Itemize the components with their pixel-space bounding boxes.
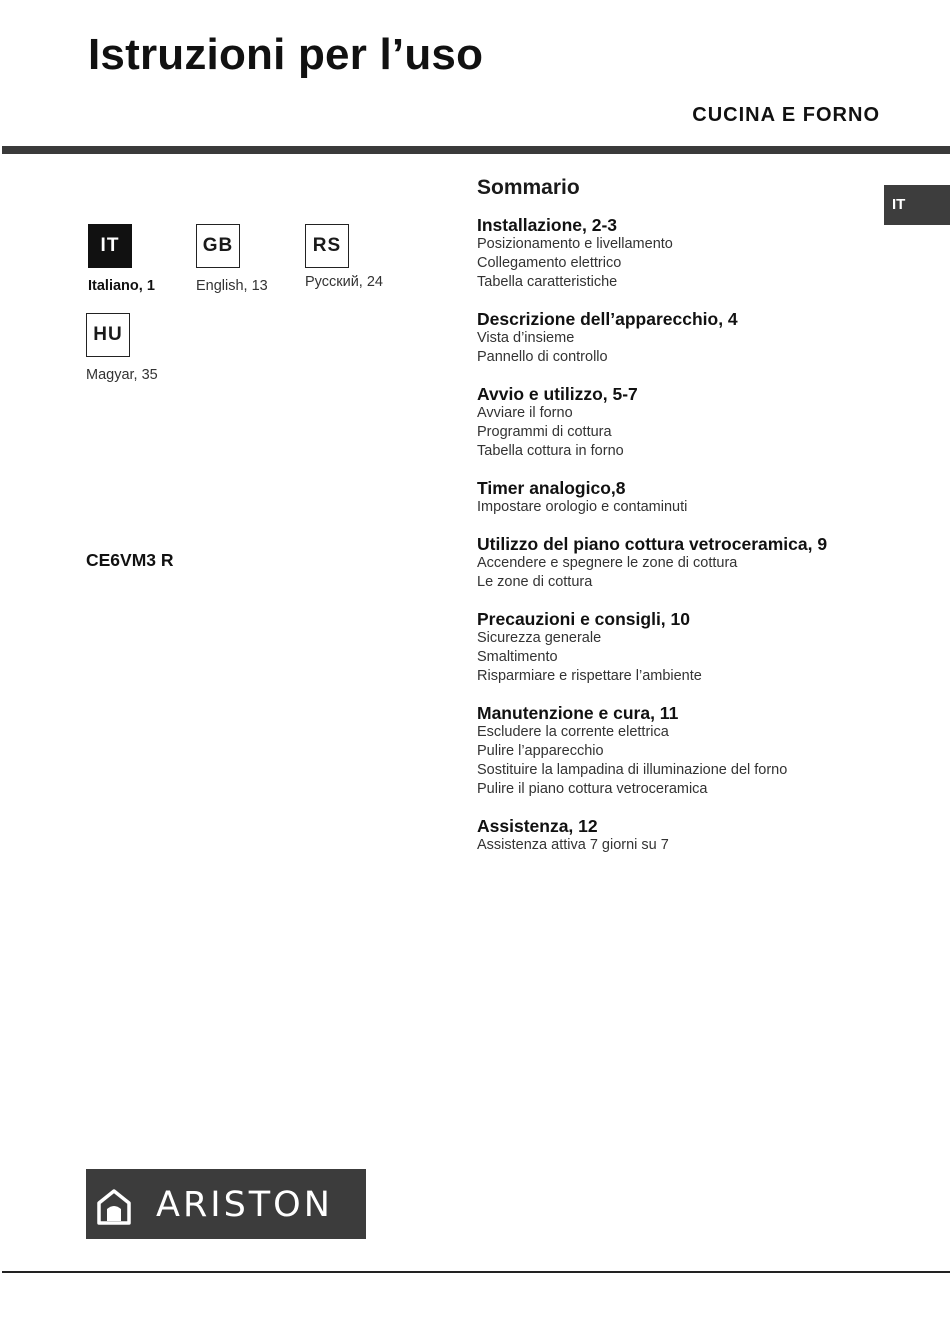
language-code-box: IT [88, 224, 132, 268]
toc-item[interactable]: Avviare il forno [477, 405, 573, 421]
logo-wordmark: ARISTON [156, 1185, 333, 1225]
toc-section-heading[interactable]: Assistenza, 12 [477, 816, 598, 836]
toc-item[interactable]: Accendere e spegnere le zone di cottura [477, 555, 738, 571]
language-caption: Italiano, 1 [88, 278, 155, 294]
toc-section [477, 479, 857, 517]
house-icon [96, 1188, 132, 1226]
toc-section [477, 310, 857, 367]
toc-section-heading[interactable]: Timer analogico,8 [477, 478, 626, 498]
language-item-hu[interactable] [86, 313, 216, 383]
toc-item[interactable]: Pannello di controllo [477, 349, 608, 365]
toc-item[interactable]: Le zone di cottura [477, 574, 593, 590]
language-code-box: RS [305, 224, 349, 268]
toc-item[interactable]: Sicurezza generale [477, 630, 602, 646]
toc-item[interactable]: Escludere la corrente elettrica [477, 724, 669, 740]
toc-section [477, 216, 857, 292]
toc-item[interactable]: Collegamento elettrico [477, 255, 622, 271]
language-caption: Magyar, 35 [86, 367, 158, 383]
page-title: Istruzioni per l’uso [88, 30, 484, 79]
language-code-box: HU [86, 313, 130, 357]
toc-item[interactable]: Posizionamento e livellamento [477, 236, 673, 252]
toc-title: Sommario [477, 176, 580, 199]
toc-section-heading[interactable]: Precauzioni e consigli, 10 [477, 609, 690, 629]
toc-item[interactable]: Pulire l’apparecchio [477, 743, 604, 759]
toc-item[interactable]: Tabella cottura in forno [477, 443, 624, 459]
table-of-contents [477, 216, 857, 873]
toc-section [477, 610, 857, 686]
footer-divider [2, 1271, 950, 1273]
toc-section-heading[interactable]: Manutenzione e cura, 11 [477, 703, 679, 723]
product-category: CUCINA E FORNO [692, 104, 880, 126]
toc-section [477, 817, 857, 855]
ariston-logo [86, 1169, 366, 1239]
toc-section-heading[interactable]: Descrizione dell’apparecchio, 4 [477, 309, 738, 329]
toc-item[interactable]: Smaltimento [477, 649, 558, 665]
language-code-box: GB [196, 224, 240, 268]
toc-item[interactable]: Programmi di cottura [477, 424, 612, 440]
toc-item[interactable]: Sostituire la lampadina di illuminazione del forno [477, 762, 788, 778]
toc-item[interactable]: Vista d’insieme [477, 330, 575, 346]
language-caption: English, 13 [196, 278, 268, 294]
language-caption: Русский, 24 [305, 274, 383, 290]
toc-item[interactable]: Tabella caratteristiche [477, 274, 618, 290]
toc-section-heading[interactable]: Avvio e utilizzo, 5-7 [477, 384, 638, 404]
header-divider [2, 146, 950, 154]
toc-section-heading[interactable]: Utilizzo del piano cottura vetroceramica, 9 [477, 534, 828, 554]
toc-section-heading[interactable]: Installazione, 2-3 [477, 215, 618, 235]
toc-item[interactable]: Assistenza attiva 7 giorni su 7 [477, 837, 669, 853]
toc-section [477, 704, 857, 799]
toc-item[interactable]: Impostare orologio e contaminuti [477, 499, 688, 515]
model-number: CE6VM3 R [86, 550, 174, 570]
toc-section [477, 535, 857, 592]
toc-item[interactable]: Pulire il piano cottura vetroceramica [477, 781, 708, 797]
toc-item[interactable]: Risparmiare e rispettare l’ambiente [477, 668, 702, 684]
language-item-rs[interactable] [305, 224, 435, 290]
toc-section [477, 385, 857, 461]
language-side-tab: IT [884, 185, 950, 225]
